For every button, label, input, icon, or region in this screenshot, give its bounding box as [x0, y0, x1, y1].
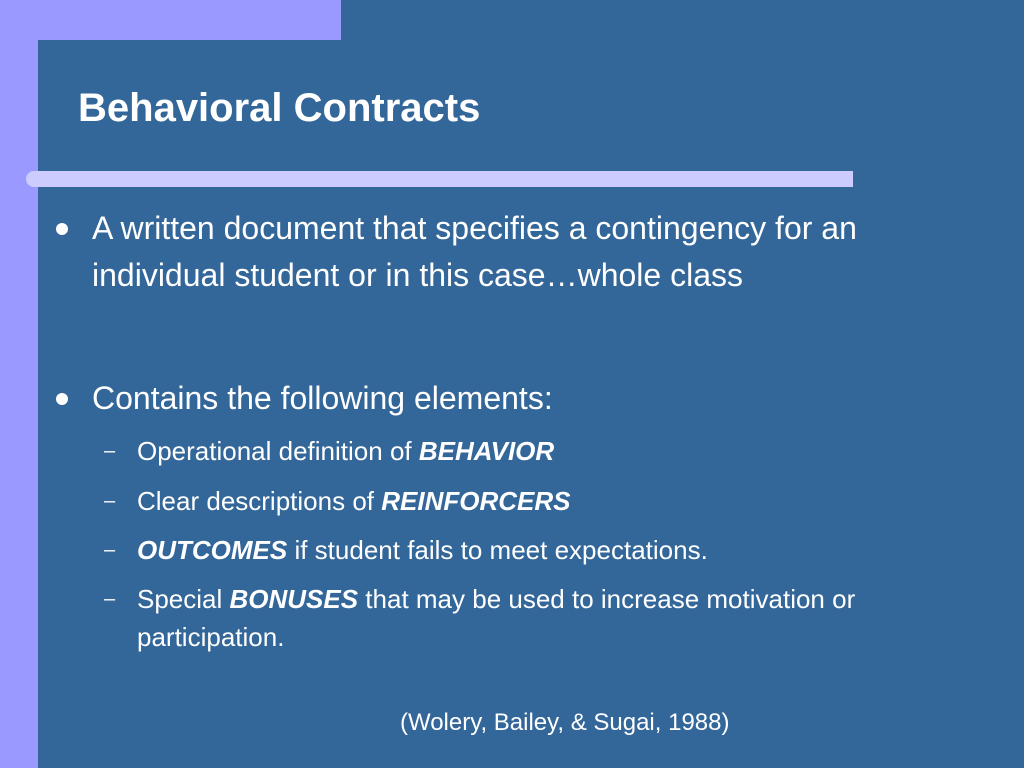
sub-item-emphasis: BEHAVIOR [418, 436, 555, 466]
top-accent-band [38, 0, 341, 40]
citation: (Wolery, Bailey, & Sugai, 1988) [400, 709, 730, 736]
dash-icon: – [104, 440, 116, 462]
sub-item-emphasis: OUTCOMES [137, 535, 288, 565]
bullet-item [92, 205, 952, 299]
sub-item [104, 432, 917, 470]
slide-title: Behavioral Contracts [78, 86, 481, 130]
dash-icon: – [104, 588, 116, 610]
bullet-item [92, 375, 952, 422]
sub-item [104, 482, 917, 520]
bullet-dot-icon [56, 393, 68, 405]
accent-corner [38, 40, 78, 80]
sub-item [104, 531, 917, 569]
sub-item-emphasis: REINFORCERS [381, 486, 571, 516]
sub-item-emphasis: BONUSES [229, 584, 359, 614]
sub-item [104, 580, 917, 656]
bullet-text: A written document that specifies a contingency for an individual student or in this case…whole class [92, 210, 857, 293]
sub-item-text: that may be used to increase motivation or participation. [137, 584, 856, 652]
bullet-text: Contains the following elements: [92, 380, 553, 416]
sub-item-text: Operational definition of [137, 436, 419, 466]
left-accent-band [0, 0, 38, 768]
sub-item-text: Clear descriptions of [137, 486, 382, 516]
sub-item-text: Special [137, 584, 230, 614]
sub-item-text: if student fails to meet expectations. [287, 535, 708, 565]
dash-icon: – [104, 539, 116, 561]
title-underline-bar [26, 171, 853, 187]
dash-icon: – [104, 490, 116, 512]
bullet-dot-icon [56, 223, 68, 235]
